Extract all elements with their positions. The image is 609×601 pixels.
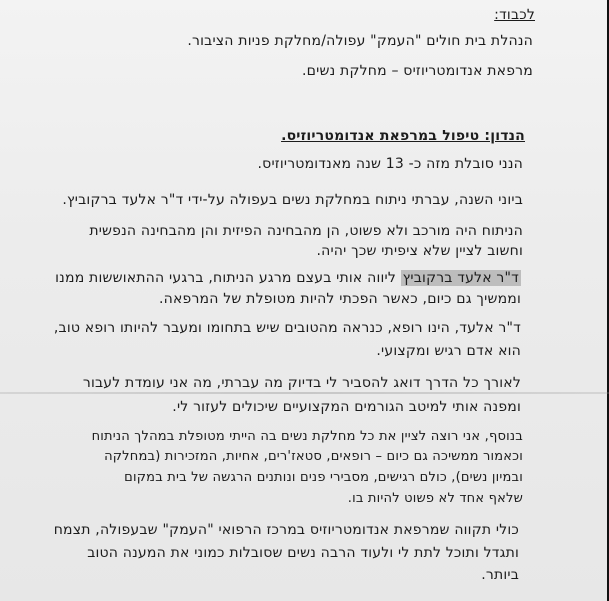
- paragraph-8-line-2: ותגדל ותוכל לתת לי ולעוד הרבה נשים שסובלות כמוני את המענה הטוב: [87, 545, 519, 561]
- paper-fold-line: [0, 392, 609, 394]
- paragraph-7-line-1: בנוסף, אני רוצה לציין את כל מחלקת נשים בה הייתי מטופלת במהלך הניתוח: [91, 429, 523, 444]
- paragraph-2-line-1: ביוני השנה, עברתי ניתוח במחלקת נשים בעפולה על-ידי ד"ר אלעד ברקוביץ.: [62, 192, 523, 208]
- paragraph-6-line-1: לאורך כל הדרך דואג להסביר לי בדיוק מה עברתי, מה אני עומדת לעבור: [82, 375, 521, 391]
- subject-line: הנדון: טיפול במרפאת אנדומטריוזיס.: [281, 128, 525, 144]
- paragraph-6-line-2: ומפנה אותי למיטב הגורמים המקצועיים שיכולים לעזור לי.: [172, 399, 521, 415]
- recipient-line-2: מרפאת אנדומטריוזיס – מחלקת נשים.: [302, 63, 533, 79]
- to-label: לכבוד:: [494, 7, 535, 23]
- paragraph-3-line-2: וחשוב לציין שלא ציפיתי שכך יהיה.: [316, 243, 523, 259]
- paragraph-8-line-1: כולי תקווה שמרפאת אנדומטריוזיס במרכז הרפואי "העמק" שבעפולה, תצמח: [53, 522, 519, 538]
- paragraph-1-line-1: הנני סובלת מזה כ- 13 שנה מאנדומטריוזיס.: [257, 156, 523, 172]
- paragraph-4-line-2: וממשיך גם כיום, כאשר הפכתי להיות מטופלת של המרפאה.: [158, 291, 521, 307]
- paragraph-4-line-1: [55, 269, 521, 287]
- paragraph-8-line-3: ביותר.: [481, 567, 519, 583]
- highlighted-doctor-name: ד"ר אלעד ברקוביץ: [402, 270, 519, 286]
- paragraph-7-line-3: ובמיון נשים), כולם רגישים, מסבירי פנים ונותנים הרגשה של בית במקום: [124, 470, 523, 485]
- paragraph-4-line-1-text: ליווה אותי בעצם מרגע הניתוח, ברגעי ההתאוששות ממנו: [55, 270, 397, 286]
- paragraph-5-line-2: הוא אדם רגיש ומקצועי.: [376, 343, 521, 359]
- paragraph-5-line-1: ד"ר אלעד, הינו רופא, כנראה מהטובים שיש בתחומו ומעבר להיותו רופא טוב,: [53, 320, 521, 336]
- paragraph-3-line-1: הניתוח היה מורכב ולא פשוט, הן מהבחינה הפיזית והן מהבחינה הנפשית: [89, 223, 523, 239]
- paragraph-7-line-2: וכאמור ממשיכה גם כיום – רופאים, סטאז'רים, אחיות, המזכירות (במחלקה: [104, 449, 523, 464]
- recipient-line-1: הנהלת בית חולים "העמק" עפולה/מחלקת פניות הציבור.: [187, 33, 533, 49]
- paragraph-7-line-4: שלאף אחד לא פשוט להיות בו.: [347, 491, 523, 506]
